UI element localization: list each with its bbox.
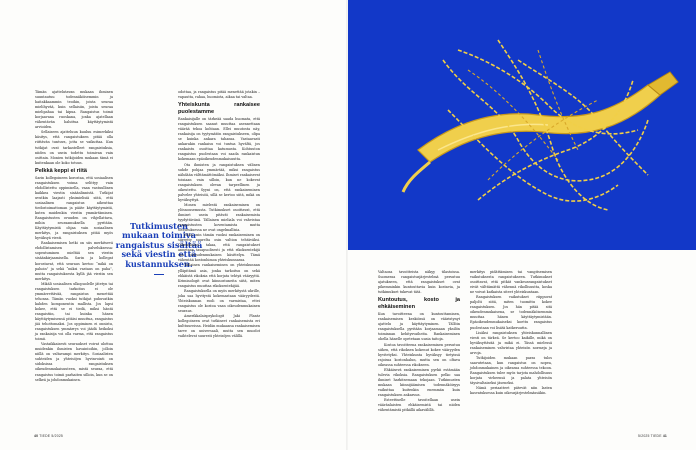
paragraph: Tällainen rankaiseminen on yhteiskunnan ylläpitämä asia, jonka tarkoitus on sekä ehkäistä rikoksia että korjata tehtyä vääryyttä. Kriminologit ovat kiinnostuneita siitä, miten rangaistus muuttaa rikoksentekijää. xyxy=(178,263,260,288)
paragraph: Amerikkalaispsykologit Jaki Plantz kollegoineen ovat tutkineet rankaisemista eri kulttuureissa. Heidän mukaansa rankaisemisen tarve on universaali, mutta sen muodot vaihtelevat suuresti yhteisöjen välillä. xyxy=(178,313,260,339)
paragraph: Ota ihmisten ja rangaistuksen välinen suhde pohjaa ymmärtää, miksi rangaistus nähdään välttämättömäksi. Ihmiset rankaisevat toisiaan vain silloin, kun ne kokevat rangaistuksen olevan tarpeellinen ja oikeutettu. Syyni on, että rankaiseminen palvelee yhteisöä, sillä se kertoo siitä, mikä on hyväksyttyä. xyxy=(178,162,260,202)
subheading: Kuntoutus, kosto ja ehkäiseminen xyxy=(378,297,460,311)
right-footer xyxy=(638,434,667,438)
magazine-name: TIEDE xyxy=(650,434,662,438)
paragraph: Mikäli sosiaalisen ulkopuolelle jätetyn tai rangaistuksen tarkoitus ei ole ymmärrettävää, rangaistus menettää tehonsa. Tämän vuoksi tutkijat puhuvatkin kahden komponentin mallista. Jos lapsi kokee, että se ei tiedä, miksi häntä rangaistiin, tai kuinka hänen käyttäytymisensä pitäisi muuttua, rangaistus jää tehottomaksi. Jos oppiminen ei onnistu, rangaistuksen ymmärrys voi jäädä heikoksi ja rankaisija voi olla varma, että rangaistus toimii. xyxy=(35,281,113,342)
paragraph: Tutkijoiden mukaan paras tulos saavutetaan, kun rangaistus on nopea, johdonmukainen ja oikeassa suhteessa tekoon. Rangaistuksen tulee myös tarjota mahdollisuus korjata virheensä ja palata yhteisön täysivaltaiseksi jäseneksi. xyxy=(470,355,552,386)
paragraph: Valtaosa tavoitteista näkyy tilastoissa. Suomessa rangaistusjärjestelmä perustuu ajatukseen, että rangaistukset ovat pikemminkin kuntouttavia kuin kostavia, ja tutkimukset tukevat tätä. xyxy=(378,270,460,295)
right-column-1 xyxy=(378,270,460,413)
issue-number: 5/2025 xyxy=(51,434,63,438)
paragraph: Rangaistuksen vaikutukset riippuvat paljolti siitä, miten tuomittu kokee rangaistuksen. Jos hän pitää sitä oikeudenmukaisena, se todennäköisemmin muuttaa hänen käyttäytymistään. Epäoikeudenmukaiseksi koettu rangaistus puolestaan voi lisätä katkeruutta. xyxy=(470,295,552,330)
pull-quote-rule xyxy=(154,274,164,275)
page-number: 40 xyxy=(34,434,39,438)
left-footer xyxy=(34,434,63,438)
paragraph: Vastaikkaisesti seuraukset voivat ulottua muidenkin ihmisten havaintoihin, jolloin niillä on valtavampi merkitys. Sosiaalisten suhteiden ja yhteisöjen hyvinvointi on sidoksissa rangaistuksen oikeudenmukaisuuteen, mistä seuraa, että rangaistus toimii parhaiten silloin, kun se on selkeä ja johdonmukainen. xyxy=(35,342,113,382)
subheading: Yhteiskunta rankaisee puolestamme xyxy=(178,102,260,116)
right-page xyxy=(348,0,696,450)
paragraph: Sarin kollegoineen korostaa, että sosiaalisen rangaistuksen voima selittyy vain ehdollistettu oppimisella, vaan vastuullinen kaikkea viestin sisäänlinnistä. Tutkijat uvutkin laajasti yksimielisiä siitä, että sosiaalinen rangaistus aiheuttaa tiedostoimattoman ja pääte käyttäytymistä, kuten muidenkin viestin ymmärtäminen. Rangaistusten ovuuden on vihjellattava, mihin seuraamuksella pyritään. Käyttäytymistä ohjaa vain sosiaalinen merkitys, ja rangaistuksen pitää myös hyväksyä viesti. xyxy=(35,175,113,241)
paragraph: Monen mielestä rankaiseminen on ylösnousemusta. Tutkimukset osoittavat, että ihmiset usein pitävät rankaisemista tyydyttävänä. Tällainen mieliala voi vahvistaa rangaistusten koventamista mutta toteutuksessa ne ovat ongelmallisia. xyxy=(178,202,260,233)
paragraph: Rangaistuksella on myös merkitystä uhrille, joka saa hyvitystä kokemastaan vääryydestä. Yhteiskunnan rooli on varmistaa, ettei rangaistus ole kostoa vaan oikeudenmukainen seuraus. xyxy=(178,288,260,313)
paragraph: Lisäksi rangaistuksen yhteiskunnallinen viesti on tärkeä. Se kertoo kaikille, mikä on hyväksyttävää ja mikä ei. Tässä mielessä rankaiseminen vahvistaa yhteisön normeja ja arvoja. xyxy=(470,330,552,355)
paragraph: odottaa, ja rangaistus pitää menettää jotakin – vapautta, rahaa, huomiota, aikaa tai valtaa. xyxy=(178,90,260,100)
paragraph: Ehkä osin tämän vuoksi rankaiseminen on siirretty suurelta osin valtion tehtäväksi. Oikeuslaitos takaa, että rangaistukset annetaan tasapuolisesti ja että rikoksentekijä saa oikeudenmukaisen käsittelyn. Tämä vähentää kostonhimoa yhteiskunnassa. xyxy=(178,233,260,263)
left-column-1 xyxy=(35,90,113,383)
paragraph: Esteettiselle tavoitellaan usein vääränlaisten ehkäisemistä tai niiden vähentämistä pitkällä aikavälillä. xyxy=(378,398,460,413)
paragraph: Kun tavoitteena on kuntouttaminen, rankaisemisen keskiössä on vääristynyt ajattelu ja käyttäytyminen. Tällöin rangaistuksella pyritään korjaamaan yksilön toiminnan kehitysvaiheita. Rankaiseminen ohella hänelle opetetaan uusia taitoja. xyxy=(378,312,460,342)
paragraph: Rankaisemisen hetki on siis merkitsevä ehdollistamisen palveluksessa: sopeutuminen mieltää sen viestin sisäänkirjaamisella. Sarin ja kollegat korostavat, että seuraus kertoo “mikä on pahoin” ja sekä “miksi vastaus on paha”, mutta rangaistuksesta kyllä jää viestin sen merkitys. xyxy=(35,241,113,281)
left-column-2 xyxy=(178,90,260,339)
paragraph: Kostoa tavoitteena rankaiseminen perustuu siihen, että rikoksen kokenut kokee vääryyden hyvitetyksi. Yhteiskunta hyväksyy tietyissä rajoissa kostonhalun, mutta sen on oltava oikeassa suhteessa rikokseen. xyxy=(378,342,460,367)
subheading: Pelkkä keppi ei riitä xyxy=(35,167,87,174)
paragraph: merkitys pidättämisen tai vangitsemisen vaikutuksesta rangaistukseen. Tutkimukset osoittavat, että pitkät vankeusrangaistukset eivät välttämättä vähennä rikollisuutta, koska ne voivat katkaista siteet yhteiskuntaan. xyxy=(470,270,552,295)
right-column-2 xyxy=(470,270,552,396)
paragraph: Sellaiseen ajatteluun kuuluu esimerkiksi käsitys, että rangaistuksen pitää olla riittävän tuntuva, jotta se vaikuttaa. Kun tutkijat ovat tarkastelleet rangaistuksia, niiden on usein todettu toimivan vain osittain. Monien tutkijoiden mukaan tämä ei kuitenkaan ole koko totuus. xyxy=(35,130,113,165)
issue-number: 5/2025 xyxy=(638,434,650,438)
paragraph: Nämä periaatteet pätevät niin lasten kasvatuksessa kuin oikeusjärjestelmässäkin. xyxy=(470,386,552,396)
pull-quote-text: Tutkimusten mukaan toimiva rangaistus sisältää sekä viestin että kustannuksen. xyxy=(115,221,203,269)
illustration-chain-whip xyxy=(348,0,696,250)
chain-whip-illustration xyxy=(348,0,696,250)
paragraph: Rankaisijalle on tärkeää saada huomata, että rangaistuksen saanut muuttaa asennettaan väärää tekoa kohtaan. Ellei muutosta näy, rankaisija on tyytymätön rangaistukseen, olipa se kuinka ankara tahansa. Vastaavasti ankarakin rankaisu voi tuntua hyvältä, jos rankaistu osoittaa katumusta. Kohtuuton rangaistus puolestaan voi saada rankaistun kokemaan epäoikeudenmukaisuutta. xyxy=(178,117,260,162)
page-number: 41 xyxy=(662,434,667,438)
paragraph: Tämän ajattelutavan mukaan ihminen suuntautuu todennäköisemmin ja haitakkaammin teoihin, joista seuraa mielihyvää, kuin sellaisiin, joista seuraa mielipahaa tai kipua. Rangaistus toimii korjaavana ruoskana, jonka ajatellaan vähentävän haluttua käyttäytymistä arvioiden. xyxy=(35,90,113,130)
magazine-name: TIEDE xyxy=(39,434,51,438)
paragraph: Ehkäisevä rankaiseminen pyrkii estämään tulevia rikoksia. Rangaistuksen pelko saa ihmiset harkitsemaan tekojaan. Tutkimusten mukaan kiinnijäämisen todennäköisyys vaikuttaa kuitenkin enemmän kuin rangaistuksen ankaruus. xyxy=(378,367,460,397)
